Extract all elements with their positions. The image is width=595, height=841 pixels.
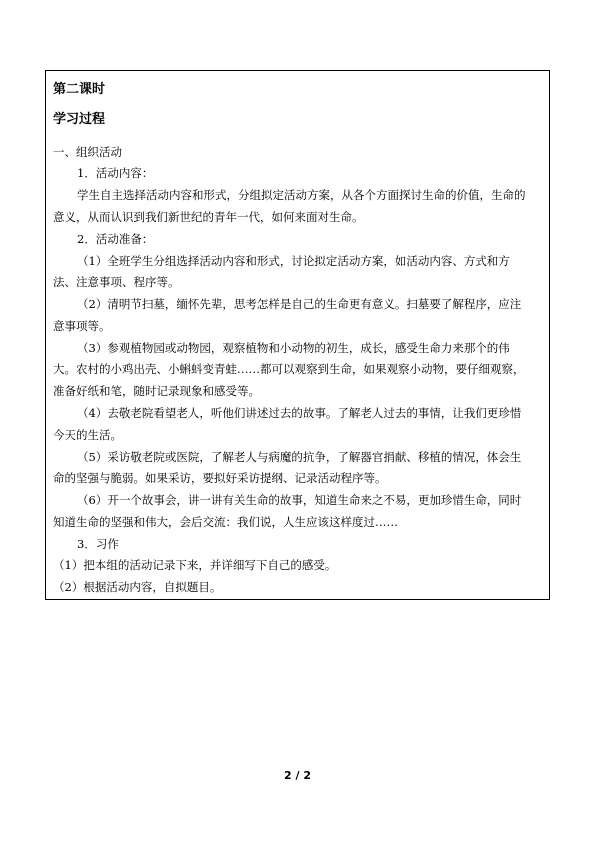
text-line: 今天的生活。	[53, 428, 122, 442]
text-line: （6）开一个故事会，讲一讲有关生命的故事，知道生命来之不易，更加珍惜生命，同时	[77, 493, 522, 507]
text-line: 一、组织活动	[53, 145, 122, 159]
text-line: 命的坚强与脆弱。如果采访，要拟好采访提纲、记录活动程序等。	[53, 471, 387, 485]
text-line: 准备好纸和笔，随时记录现象和感受等。	[53, 384, 260, 398]
section-title: 学习过程	[53, 112, 106, 127]
text-line: 意义，从而认识到我们新世纪的青年一代，如何来面对生命。	[53, 210, 364, 224]
lesson-title: 第二课时	[53, 82, 106, 97]
text-line: （1）全班学生分组选择活动内容和形式，讨论拟定活动方案，如活动内容、方式和方	[77, 254, 510, 268]
text-line: 大。农村的小鸡出壳、小蝌蚪变青蛙……都可以观察到生命，如果观察小动物，要仔细观察，	[53, 362, 525, 376]
text-line: 学生自主选择活动内容和形式，分组拟定活动方案，从各个方面探讨生命的价值，生命的	[77, 188, 526, 202]
text-line: （1）把本组的活动记录下来，并详细写下自己的感受。	[53, 558, 337, 572]
page-number: 2 / 2	[284, 769, 311, 782]
content-frame	[45, 70, 550, 600]
text-line: 2．活动准备：	[77, 232, 154, 246]
text-line: （3）参观植物园或动物园，观察植物和小动物的初生，成长，感受生命力来那个的伟	[77, 341, 510, 355]
text-line: （4）去敬老院看望老人，听他们讲述过去的故事。了解老人过去的事情，让我们更珍惜	[77, 406, 522, 420]
text-line: 知道生命的坚强和伟大，会后交流：我们说，人生应该这样度过……	[53, 515, 398, 529]
text-line: 3．习作	[77, 537, 119, 551]
text-line: （5）采访敬老院或医院，了解老人与病魔的抗争，了解器官捐献、移植的情况，体会生	[77, 450, 522, 464]
text-line: 法、注意事项、程序等。	[53, 275, 180, 289]
text-line: （2）根据活动内容，自拟题目。	[53, 580, 222, 594]
text-line: （2）清明节扫墓，缅怀先辈，思考怎样是自己的生命更有意义。扫墓要了解程序，应注	[77, 297, 522, 311]
text-line: 意事项等。	[53, 319, 111, 333]
text-line: 1．活动内容：	[77, 166, 154, 180]
